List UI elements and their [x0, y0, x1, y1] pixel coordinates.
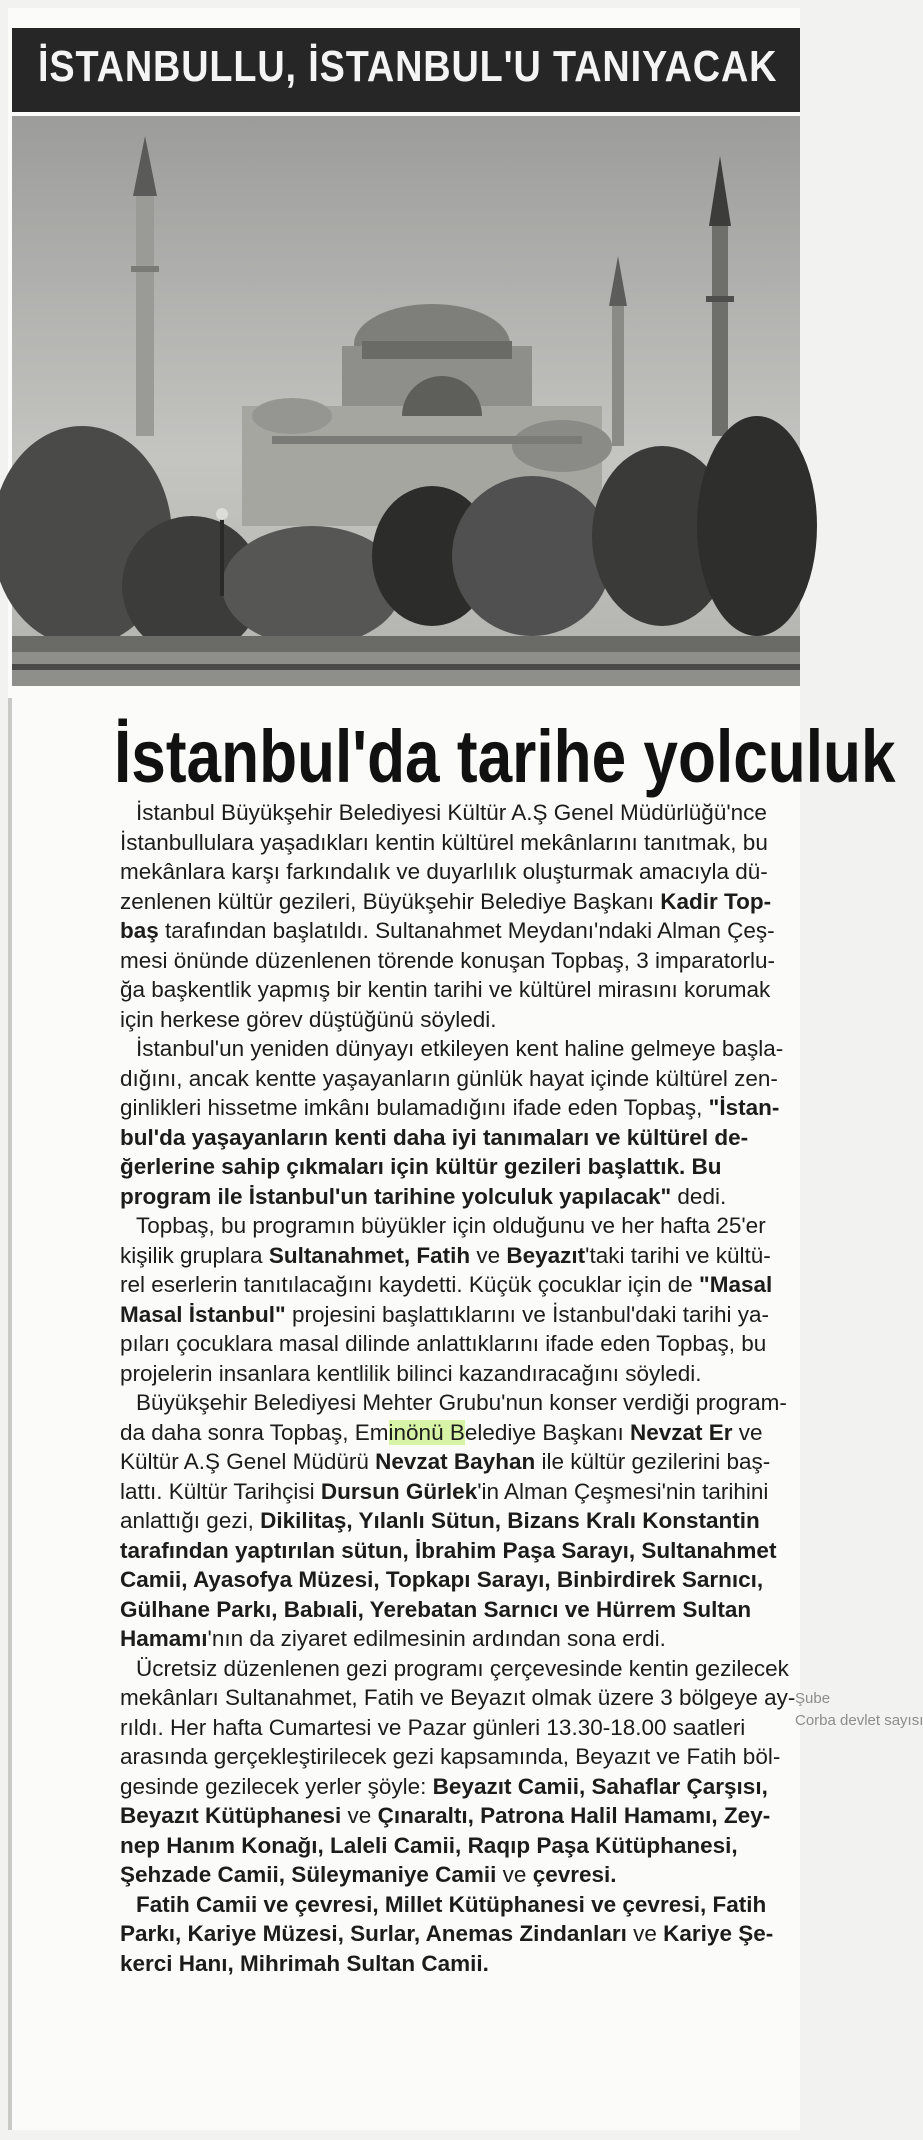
article-line	[120, 1300, 810, 1330]
article-line	[120, 1860, 810, 1890]
text-segment: gesinde gezilecek yerler şöyle:	[120, 1773, 433, 1799]
text-segment: projelerin insanlara kentlilik bilinci kazandıracağını söyledi.	[120, 1360, 702, 1386]
bold-text: Beyazıt Kütüphanesi	[120, 1803, 342, 1828]
text-segment: 'nın da ziyaret edilmesinin ardından sona erdi.	[207, 1626, 666, 1651]
article-line	[120, 857, 810, 887]
article-line	[120, 1919, 810, 1949]
headline: İstanbul'da tarihe yolculuk	[114, 715, 896, 798]
bold-text: bul'da yaşayanların kenti daha iyi tanımaları ve kültürel de-	[120, 1124, 749, 1150]
article-line	[120, 1713, 810, 1743]
article-line	[120, 1654, 810, 1684]
bold-text: Sultanahmet, Fatih	[268, 1242, 471, 1268]
article-line	[120, 1447, 810, 1477]
article-line	[120, 1801, 810, 1831]
text-segment: Ücretsiz düzenlenen gezi programı çerçevesinde kentin gezilecek	[136, 1655, 789, 1681]
article-line	[120, 1742, 810, 1772]
article-line	[120, 1005, 810, 1035]
text-segment: kişilik gruplara	[120, 1242, 269, 1268]
text-segment: rel eserlerin tanıtılacağını kaydetti. Küçük çocuklar için de	[120, 1272, 700, 1297]
article-line	[120, 1536, 810, 1566]
article-line	[120, 1329, 810, 1359]
text-segment: İstanbul Büyükşehir Belediyesi Kültür A.Ş Genel Müdürlüğü'nce	[136, 800, 767, 825]
bold-text: program ile İstanbul'un tarihine yolculuk yapılacak"	[120, 1183, 672, 1209]
text-segment: ve	[341, 1803, 378, 1828]
text-segment: Büyükşehir Belediyesi Mehter Grubu'nun konser verdiği program-	[136, 1390, 787, 1415]
article-line	[120, 1477, 810, 1507]
text-segment: zenlenen kültür gezileri, Büyükşehir Belediye Başkanı	[120, 888, 661, 914]
text-segment: da daha sonra Topbaş, Em	[120, 1419, 389, 1445]
text-segment: 'in Alman Çeşmesi'nin tarihini	[477, 1478, 769, 1504]
article-line	[120, 1152, 810, 1182]
article-line	[120, 975, 810, 1005]
bold-text: Kadir Top-	[660, 888, 772, 914]
article-line	[120, 1772, 810, 1802]
article-line	[120, 1093, 810, 1123]
bold-text: kerci Hanı, Mihrimah Sultan Camii.	[120, 1950, 489, 1976]
text-segment: 'taki tarihi ve kültü-	[585, 1242, 771, 1268]
bold-text: Şehzade Camii, Süleymaniye Camii	[120, 1862, 497, 1887]
text-segment: ile kültür gezilerini baş-	[535, 1449, 771, 1474]
text-segment: İstanbul'un yeniden dünyayı etkileyen kent haline gelmeye başla-	[136, 1036, 784, 1061]
bold-text: Gülhane Parkı, Babıali, Yerebatan Sarnıcı ve Hürrem Sultan	[120, 1596, 752, 1622]
bold-text: "Masal	[699, 1272, 773, 1297]
article-line	[120, 1211, 810, 1241]
bleed-text: Şube	[795, 1690, 831, 1707]
text-segment: lattı. Kültür Tarihçisi	[120, 1478, 321, 1504]
column-rule	[8, 698, 12, 2130]
text-segment: arasında gerçekleştirilecek gezi kapsamında, Beyazıt ve Fatih böl-	[120, 1744, 781, 1769]
article-line	[120, 1241, 810, 1271]
text-segment: tarafından başlatıldı. Sultanahmet Meydanı'ndaki Alman Çeş-	[158, 918, 775, 943]
article-line	[120, 1831, 810, 1861]
text-segment: ğa başkentlik yapmış bir kentin tarihi ve kültürel mirasını korumak	[120, 977, 771, 1002]
bold-text: çevresi.	[532, 1862, 617, 1887]
article-line	[120, 1949, 810, 1979]
text-segment: ve	[732, 1419, 763, 1445]
text-segment: rıldı. Her hafta Cumartesi ve Pazar günleri 13.30-18.00 saatleri	[120, 1714, 746, 1740]
bold-text: Kariye Şe-	[663, 1921, 774, 1946]
bold-text: nep Hanım Konağı, Laleli Camii, Raqıp Paşa Kütüphanesi,	[120, 1832, 738, 1858]
bold-text: baş	[120, 918, 159, 943]
bold-text: Beyazıt Camii, Sahaflar Çarşısı,	[432, 1773, 768, 1799]
article-line	[120, 828, 810, 858]
article-line	[120, 1565, 810, 1595]
bold-text: Çınaraltı, Patrona Halil Hamamı, Zey-	[377, 1803, 771, 1828]
bold-text: Hamamı	[120, 1626, 208, 1651]
article-line	[120, 1388, 810, 1418]
bold-text: Dikilitaş, Yılanlı Sütun, Bizans Kralı Konstantin	[260, 1508, 760, 1533]
text-segment: mekânlara karşı farkındalık ve duyarlılık oluşturmak amacıyla dü-	[120, 859, 768, 884]
article-line	[120, 946, 810, 976]
article-line	[120, 1182, 810, 1212]
bold-text: Beyazıt	[506, 1242, 586, 1268]
text-segment: dedi.	[671, 1183, 727, 1209]
text-segment: anlattığı gezi,	[120, 1508, 261, 1533]
article-line	[120, 1890, 810, 1920]
article-line	[120, 887, 810, 917]
kicker-title: İSTANBULLU, İSTANBUL'U TANIYACAK	[38, 42, 778, 91]
bold-text: Dursun Gürlek	[320, 1478, 478, 1504]
article-line	[120, 1034, 810, 1064]
bold-text: Nevzat Bayhan	[375, 1449, 536, 1474]
text-segment: ve	[496, 1862, 533, 1887]
text-segment: ginlikleri hissetme imkânı bulamadığını ifade eden Topbaş,	[120, 1095, 709, 1120]
bold-text: Nevzat Er	[629, 1419, 733, 1445]
article-line	[120, 1683, 810, 1713]
text-segment: elediye Başkanı	[464, 1419, 630, 1445]
bold-text: Camii, Ayasofya Müzesi, Topkapı Sarayı, Binbirdirek Sarnıcı,	[120, 1567, 764, 1592]
article-line	[120, 1064, 810, 1094]
article-line	[120, 1270, 810, 1300]
text-segment: için herkese görev düştüğünü söyledi.	[120, 1006, 497, 1032]
bold-text: "İstan-	[708, 1095, 780, 1120]
article-line	[120, 1418, 810, 1448]
text-segment: dığını, ancak kentte yaşayanların günlük hayat içinde kültürel zen-	[120, 1065, 778, 1091]
text-segment: ve	[470, 1242, 507, 1268]
article-line	[120, 916, 810, 946]
article-line	[120, 1506, 810, 1536]
text-segment: pıları çocuklara masal dilinde anlattıklarını ifade eden Topbaş, bu	[120, 1331, 767, 1356]
article-line	[120, 1123, 810, 1153]
text-segment: Topbaş, bu programın büyükler için olduğunu ve her hafta 25'er	[136, 1213, 766, 1238]
hagia-sophia-photo	[12, 116, 800, 686]
article-line	[120, 798, 810, 828]
bold-text: ğerlerine sahip çıkmaları için kültür gezileri başlattık. Bu	[120, 1154, 722, 1179]
text-segment: mesi önünde düzenlenen törende konuşan Topbaş, 3 imparatorlu-	[120, 947, 776, 973]
bold-text: Fatih Camii ve çevresi, Millet Kütüphanesi ve çevresi, Fatih	[136, 1891, 767, 1917]
article-line	[120, 1624, 810, 1654]
highlighted-text: inönü B	[388, 1419, 465, 1445]
article-line	[120, 1595, 810, 1625]
bold-text: tarafından yaptırılan sütun, İbrahim Paşa Sarayı, Sultanahmet	[120, 1537, 777, 1563]
bleed-text: Corba devlet sayısı	[795, 1712, 923, 1729]
article-line	[120, 1359, 810, 1389]
text-segment: mekânları Sultanahmet, Fatih ve Beyazıt olmak üzere 3 bölgeye ay-	[120, 1685, 796, 1710]
text-segment: ve	[626, 1921, 664, 1946]
text-segment: Kültür A.Ş Genel Müdürü	[120, 1449, 376, 1474]
bold-text: Masal İstanbul"	[120, 1301, 286, 1327]
text-segment: projesini başlattıklarını ve İstanbul'daki tarihi ya-	[285, 1301, 769, 1327]
article-body	[120, 798, 810, 1978]
text-segment: İstanbullulara yaşadıkları kentin kültürel mekânlarını tanıtmak, bu	[120, 829, 768, 855]
bold-text: Parkı, Kariye Müzesi, Surlar, Anemas Zindanları	[120, 1921, 627, 1946]
